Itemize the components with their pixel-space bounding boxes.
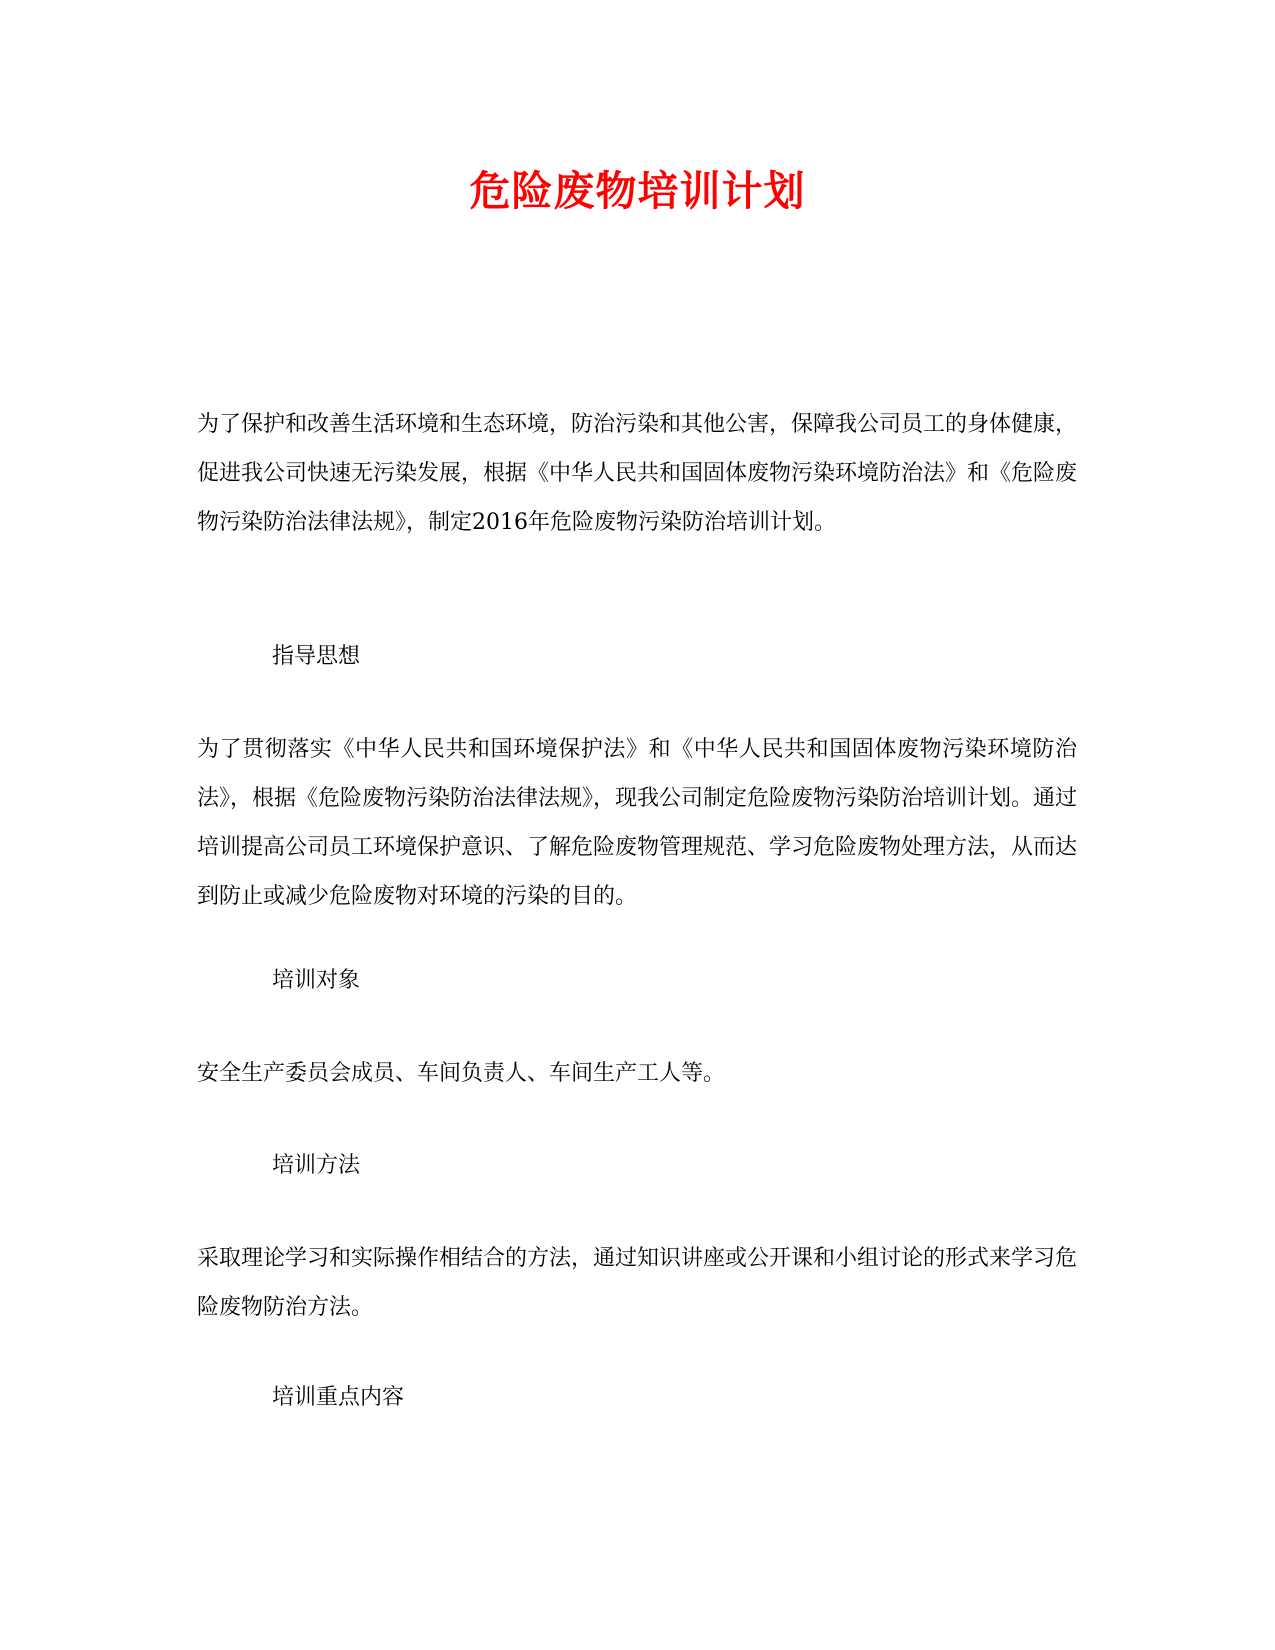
document-title: 危险废物培训计划 (469, 167, 806, 215)
intro-paragraph: 为了保护和改善生活环境和生态环境，防治污染和其他公害，保障我公司员工的身体健康，促进我公司快速无污染发展，根据《中华人民共和国固体废物污染环境防治法》和《危险废物污染防治法律法规》，制定2016年危险废物污染防治培训计划。 (197, 412, 1078, 535)
section-heading-training-target: 培训对象 (272, 968, 361, 993)
section-heading-training-method: 培训方法 (272, 1153, 361, 1178)
section-body-training-method: 采取理论学习和实际操作相结合的方法，通过知识讲座或公开课和小组讨论的形式来学习危险废物防治方法。 (197, 1246, 1078, 1320)
section-heading-guiding-thought: 指导思想 (272, 644, 361, 669)
section-body-training-target: 安全生产委员会成员、车间负责人、车间生产工人等。 (197, 1061, 726, 1086)
section-body-guiding-thought: 为了贯彻落实《中华人民共和国环境保护法》和《中华人民共和国固体废物污染环境防治法》，根据《危险废物污染防治法律法规》，现我公司制定危险废物污染防治培训计划。通过培训提高公司员工环境保护意识、了解危险废物管理规范、学习危险废物处理方法，从而达到防止或减少危险废物对环境的污染的目的。 (197, 737, 1078, 909)
section-heading-training-key-content: 培训重点内容 (272, 1385, 405, 1410)
